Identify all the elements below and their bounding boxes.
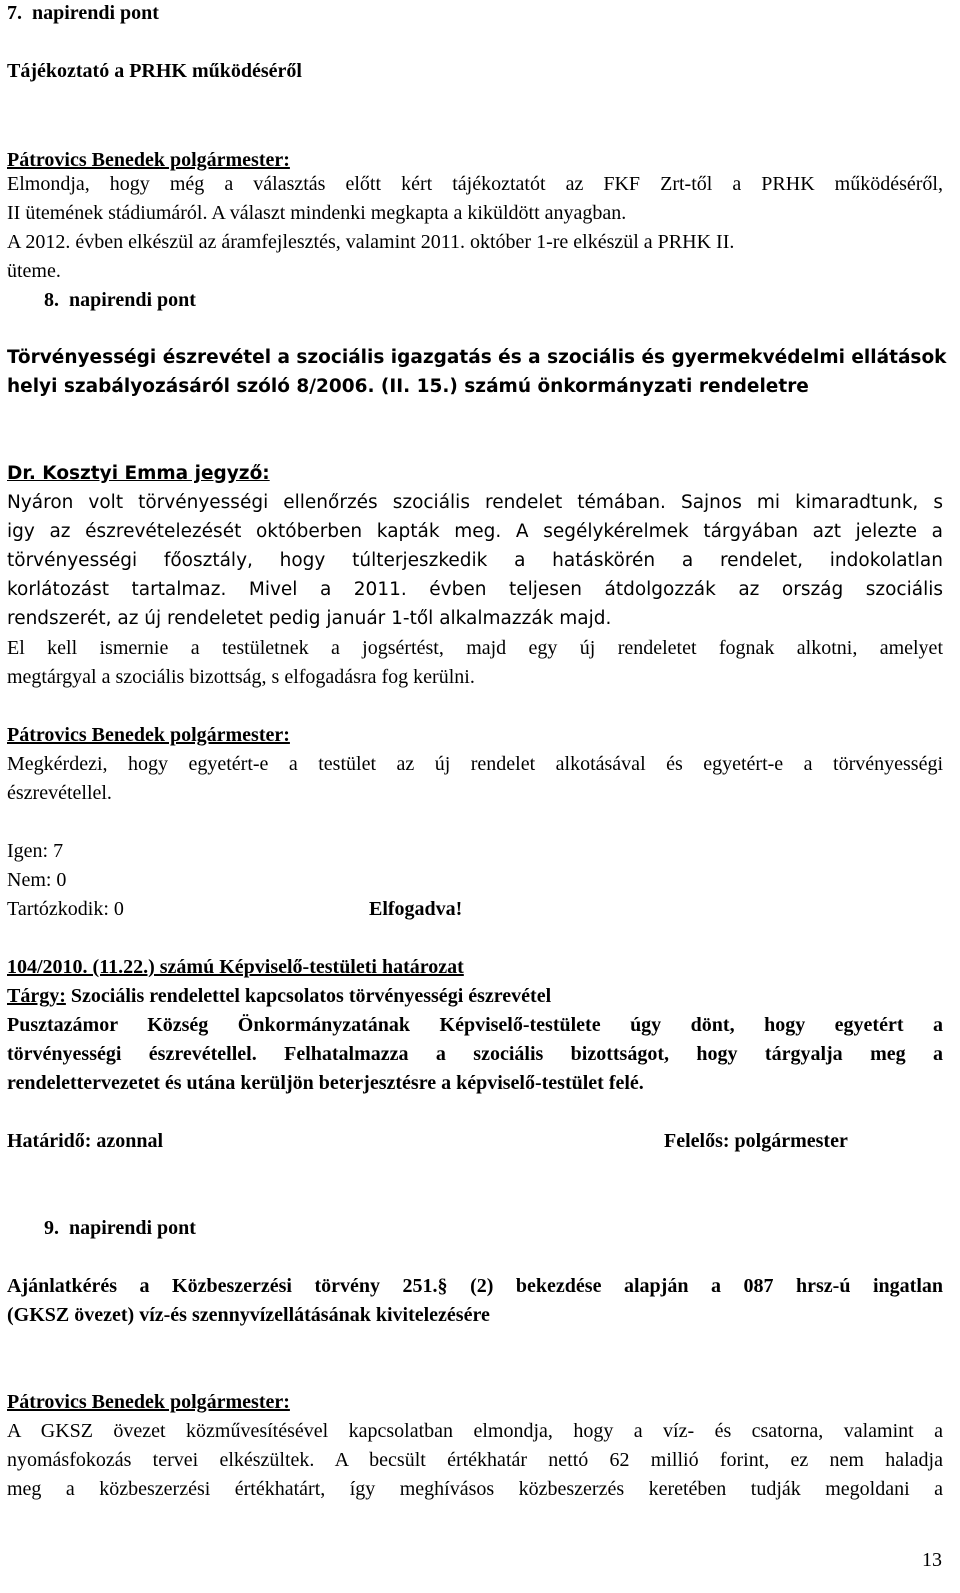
item8-body-line: Megkérdezi, hogy egyetért-e a testület az új rendelet alkotásával és egyetért-e a törvényességi <box>7 753 943 775</box>
item8-title-line: Törvényességi észrevétel a szociális igazgatás és a szociális és gyermekvédelmi ellátások <box>7 347 947 368</box>
resolution-text-line: törvényességi észrevétellel. Felhatalmazza a szociális bizottságot, hogy tárgyalja meg a <box>7 1043 943 1065</box>
item7-body-line: A 2012. évben elkészül az áramfejlesztés, valamint 2011. október 1-re elkészül a PRHK II. <box>7 231 735 253</box>
resolution-responsible: Felelős: polgármester <box>664 1130 848 1152</box>
item8-speaker-jegyzo: Dr. Kosztyi Emma jegyző: <box>7 463 270 484</box>
item8-speaker-polgarmester: Pátrovics Benedek polgármester: <box>7 724 290 746</box>
resolution-number: 104/2010. (11.22.) számú Képviselő-testületi határozat <box>7 956 464 978</box>
vote-no: Nem: 0 <box>7 869 67 891</box>
resolution-deadline: Határidő: azonnal <box>7 1130 164 1152</box>
resolution-subject-label: Tárgy: <box>7 985 66 1007</box>
vote-result: Elfogadva! <box>369 898 463 920</box>
item8-body-line: törvényességi főosztály, hogy túlterjeszkedik a hatáskörén a rendelet, indokolatlan <box>7 550 943 571</box>
item7-heading: 7. napirendi pont <box>7 2 159 24</box>
item8-body-line: korlátozást tartalmaz. Mivel a 2011. évben teljesen átdolgozzák az ország szociális <box>7 579 943 600</box>
item9-body-line: meg a közbeszerzési értékhatárt, így meghívásos közbeszerzés keretében tudják megoldani a <box>7 1478 943 1500</box>
item9-heading: 9. napirendi pont <box>44 1217 196 1239</box>
item7-speaker: Pátrovics Benedek polgármester: <box>7 149 290 171</box>
item8-heading: 8. napirendi pont <box>44 289 196 311</box>
item8-body-line: Nyáron volt törvényességi ellenőrzés szociális rendelet témában. Sajnos mi kimaradtunk, s <box>7 492 943 513</box>
vote-yes: Igen: 7 <box>7 840 64 862</box>
item8-body-line: észrevétellel. <box>7 782 112 804</box>
item9-body-line: A GKSZ övezet közművesítésével kapcsolatban elmondja, hogy a víz- és csatorna, valamint a <box>7 1420 943 1442</box>
item8-body-line: igy az észrevételezését októberben kapták meg. A segélykérelmek tárgyában azt jelezte a <box>7 521 943 542</box>
item7-body-line: II ütemének stádiumáról. A választ mindenki megkapta a kiküldött anyagban. <box>7 202 627 224</box>
item9-body-line: nyomásfokozás tervei elkészültek. A becsült értékhatár nettó 62 millió forint, ez nem haladja <box>7 1449 943 1471</box>
item7-body-line: üteme. <box>7 260 61 282</box>
item9-title-line: (GKSZ övezet) víz-és szennyvízellátásának kivitelezésére <box>7 1304 490 1326</box>
item9-title-line: Ajánlatkérés a Közbeszerzési törvény 251.§ (2) bekezdése alapján a 087 hrsz-ú ingatlan <box>7 1275 943 1297</box>
item8-body-line: megtárgyal a szociális bizottság, s elfogadásra fog kerülni. <box>7 666 475 688</box>
item9-speaker: Pátrovics Benedek polgármester: <box>7 1391 290 1413</box>
item8-title-line: helyi szabályozásáról szóló 8/2006. (II. 15.) számú önkormányzati rendeletre <box>7 376 809 397</box>
resolution-text-line: Pusztazámor Község Önkormányzatának Képviselő-testülete úgy dönt, hogy egyetért a <box>7 1014 943 1036</box>
item7-body-line: Elmondja, hogy még a választás előtt kért tájékoztatót az FKF Zrt-től a PRHK működéséről, <box>7 173 943 195</box>
page-number: 13 <box>922 1549 942 1571</box>
resolution-subject <box>7 984 551 1008</box>
item7-title: Tájékoztató a PRHK működéséről <box>7 60 302 82</box>
item8-body-line: El kell ismernie a testületnek a jogsértést, majd egy új rendeletet fognak alkotni, amelyet <box>7 637 943 659</box>
resolution-subject-text: Szociális rendelettel kapcsolatos törvényességi észrevétel <box>65 985 552 1007</box>
resolution-text-line: rendelettervezetet és utána kerüljön beterjesztésre a képviselő-testület felé. <box>7 1072 644 1094</box>
vote-abstain: Tartózkodik: 0 <box>7 898 124 920</box>
item8-body-line: rendszerét, az új rendeletet pedig január 1-től alkalmazzák majd. <box>7 608 612 629</box>
